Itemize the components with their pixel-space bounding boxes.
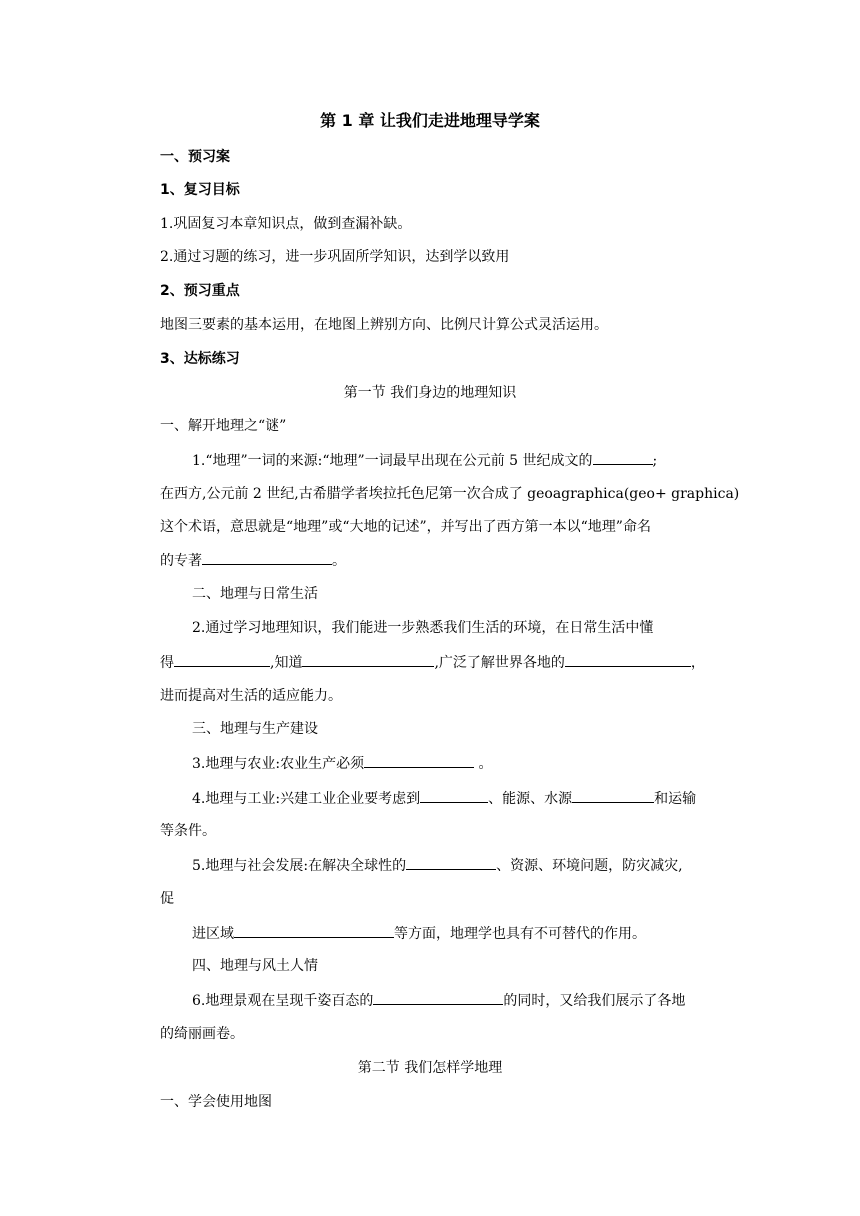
- question-3: 3.地理与农业:农业生产必须 。: [192, 752, 493, 775]
- question-2-line-2: 得 ,知道 ,广泛了解世界各地的 ，: [160, 651, 705, 674]
- section1-title: 第一节 我们身边的地理知识: [343, 385, 517, 401]
- question-2-line-1: 2.通过学习地理知识，我们能进一步熟悉我们生活的环境，在日常生活中懂: [192, 620, 654, 636]
- goal-item-1: 1.巩固复习本章知识点，做到查漏补缺。: [160, 216, 412, 232]
- question-1-line-1: 1.“地理”一词的来源:“地理”一词最早出现在公元前 5 世纪成文的 ;: [192, 449, 657, 472]
- question-4-line-1: 4.地理与工业:兴建工业企业要考虑到 、能源、水源 和运输: [192, 787, 696, 810]
- section1-subheading-4: 四、地理与风土人情: [192, 958, 318, 974]
- page-title: 第 1 章 让我们走进地理导学案: [320, 111, 540, 130]
- question-6-line-2: 的绮丽画卷。: [160, 1026, 244, 1042]
- section2-subheading-1: 一、学会使用地图: [160, 1094, 272, 1110]
- section1-subheading-1: 一、解开地理之“谜”: [160, 418, 287, 434]
- answer-blank[interactable]: [406, 854, 496, 870]
- question-1-line-3: 这个术语，意思就是“地理”或“大地的记述”，并写出了西方第一本以“地理”命名: [160, 519, 651, 535]
- answer-blank[interactable]: [373, 989, 503, 1005]
- question-5-line-3: 进区域 等方面，地理学也具有不可替代的作用。: [192, 922, 646, 945]
- section1-subheading-3: 三、地理与生产建设: [192, 721, 318, 737]
- heading-preview-focus: 2、预习重点: [160, 283, 240, 299]
- question-4-line-2: 等条件。: [160, 823, 216, 839]
- focus-text: 地图三要素的基本运用，在地图上辨别方向、比例尺计算公式灵活运用。: [160, 317, 608, 333]
- question-1-line-2: 在西方,公元前 2 世纪,古希腊学者埃拉托色尼第一次合成了 geoagraphica(geo+ graphica): [160, 486, 740, 502]
- answer-blank[interactable]: [302, 651, 434, 667]
- answer-blank[interactable]: [593, 449, 653, 465]
- question-5-line-2: 促: [160, 891, 174, 907]
- question-2-line-3: 进而提高对生活的适应能力。: [160, 688, 342, 704]
- goal-item-2: 2.通过习题的练习，进一步巩固所学知识，达到学以致用: [160, 249, 510, 265]
- section2-title: 第二节 我们怎样学地理: [357, 1060, 503, 1076]
- answer-blank[interactable]: [565, 651, 691, 667]
- heading-practice: 3、达标练习: [160, 351, 240, 367]
- answer-blank[interactable]: [174, 651, 270, 667]
- answer-blank[interactable]: [234, 922, 394, 938]
- question-5-line-1: 5.地理与社会发展:在解决全球性的 、资源、环境问题，防灾减灾,: [192, 854, 683, 877]
- answer-blank[interactable]: [572, 787, 654, 803]
- section1-subheading-2: 二、地理与日常生活: [192, 586, 318, 602]
- heading-preview: 一、预习案: [160, 149, 230, 165]
- heading-review-goal: 1、复习目标: [160, 182, 240, 198]
- answer-blank[interactable]: [202, 549, 332, 565]
- answer-blank[interactable]: [364, 752, 474, 768]
- question-6-line-1: 6.地理景观在呈现千姿百态的 的同时，又给我们展示了各地: [192, 989, 685, 1012]
- question-1-line-4: 的专著 。: [160, 549, 346, 572]
- answer-blank[interactable]: [420, 787, 488, 803]
